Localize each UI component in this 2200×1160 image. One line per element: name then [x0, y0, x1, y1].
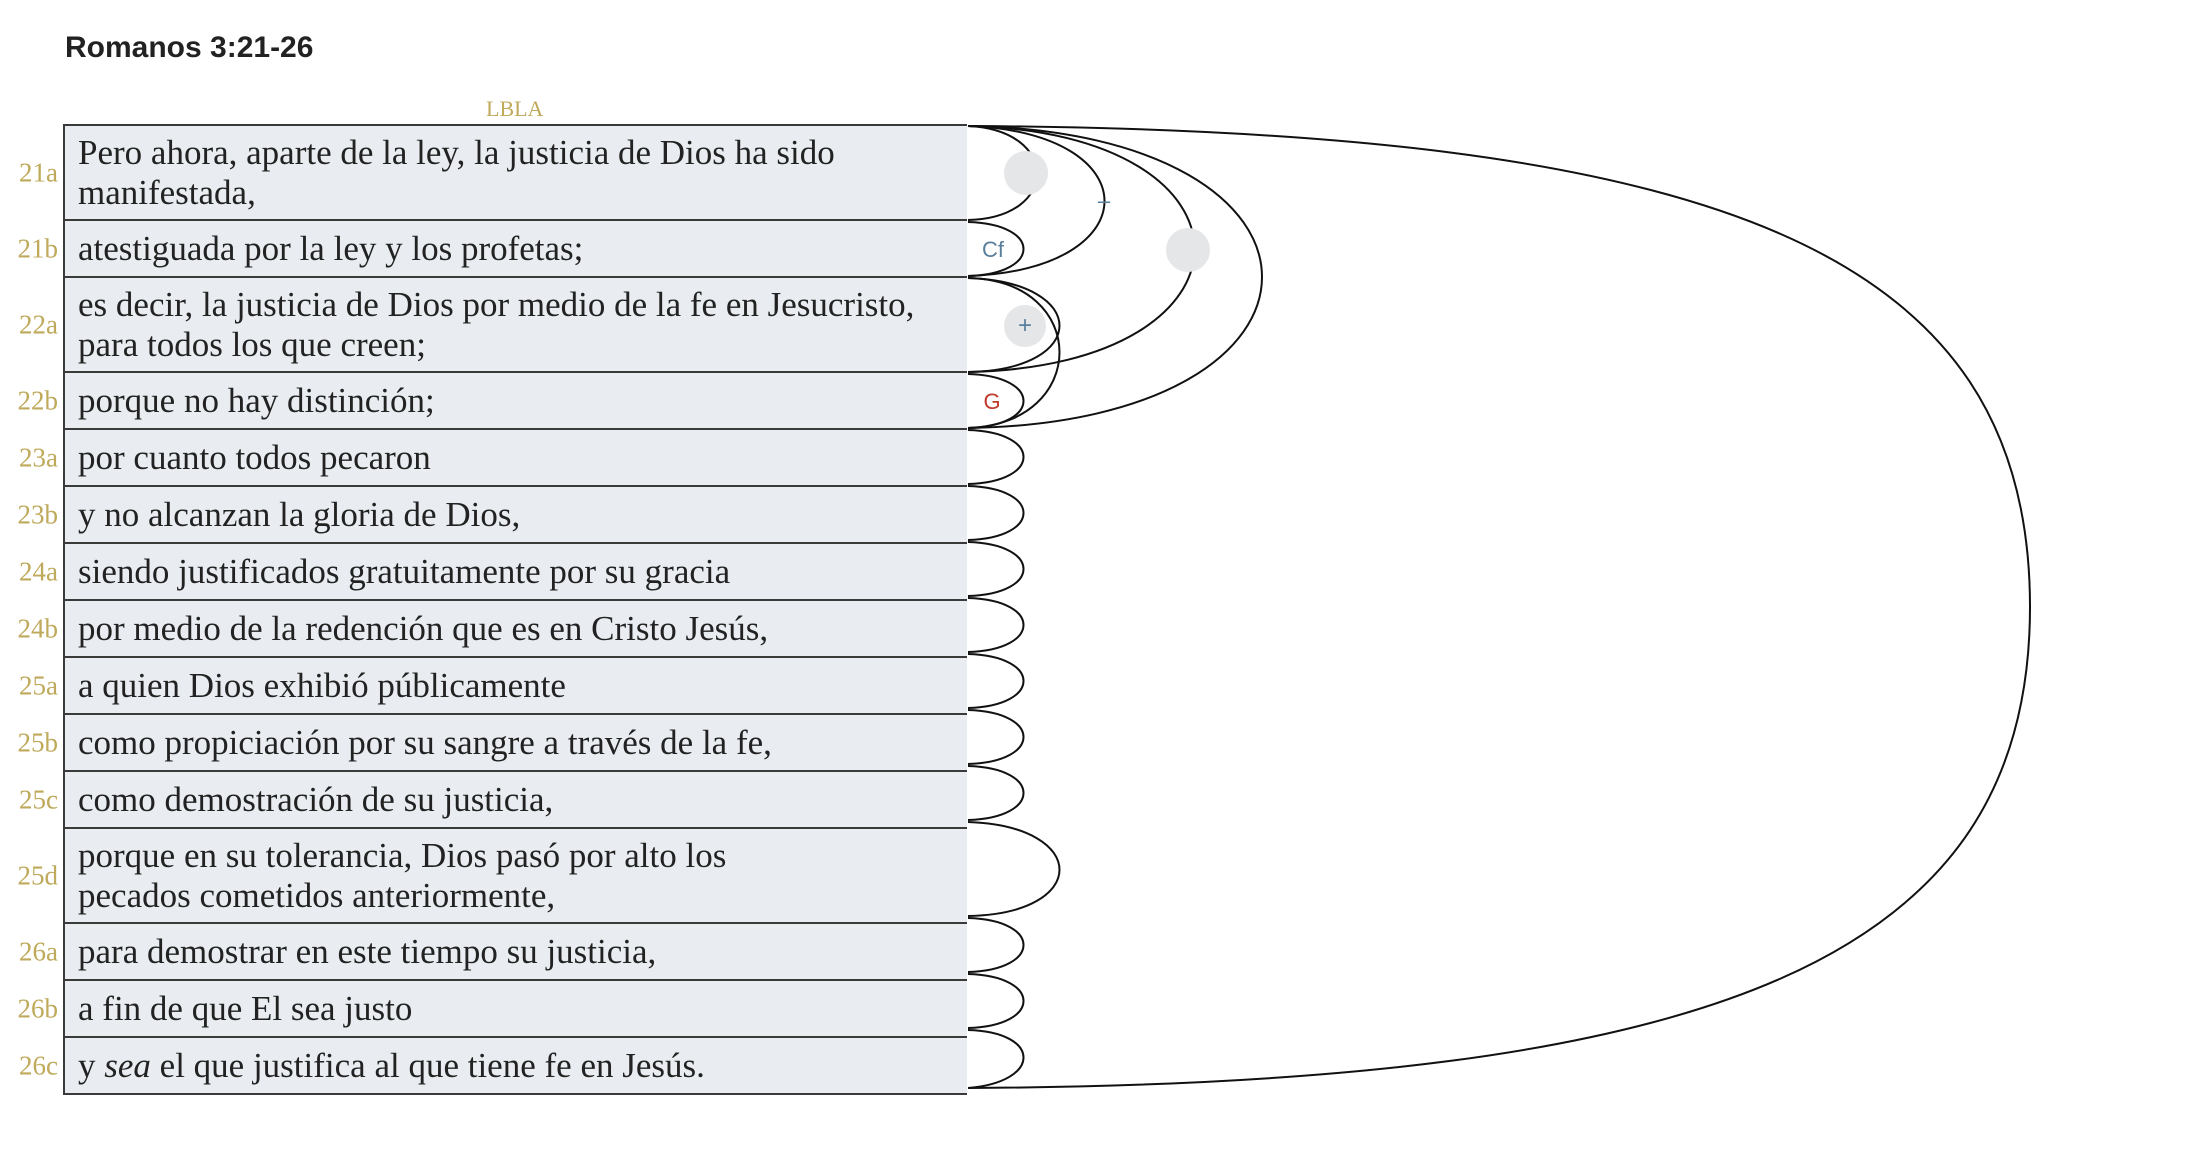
verse-ref: 23a — [19, 442, 58, 472]
arc-25b — [968, 710, 1024, 764]
relation-g[interactable]: G — [983, 389, 1001, 414]
arc-26c — [968, 1030, 1024, 1088]
verse-ref: 24a — [19, 556, 58, 586]
verse-ref: 21b — [17, 233, 58, 263]
verse-text: y no alcanzan la gloria de Dios, — [78, 494, 521, 534]
verse-ref: 21a — [19, 157, 58, 187]
verse-ref: 26c — [19, 1050, 58, 1080]
arc-26b — [968, 974, 1024, 1028]
verse-ref: 25d — [17, 860, 58, 890]
verse-text: para demostrar en este tiempo su justicia, — [78, 931, 657, 971]
arc-23a — [968, 430, 1024, 484]
verse-text: porque en su tolerancia, Dios pasó por alto los pecados cometidos anteriormente, — [78, 835, 727, 915]
verse-ref: 22b — [17, 385, 58, 415]
arc-26a — [968, 918, 1024, 972]
verse-text: es decir, la justicia de Dios por medio de la fe en Jesucristo, para todos los que creen; — [78, 284, 915, 364]
arc-25c — [968, 766, 1024, 820]
verse-ref: 24b — [17, 613, 58, 643]
arc-25d — [968, 822, 1060, 916]
verse-text: atestiguada por la ley y los profetas; — [78, 228, 584, 268]
verse-text: porque no hay distinción; — [78, 380, 435, 420]
verse-text: a quien Dios exhibió públicamente — [78, 665, 566, 705]
verse-text: como demostración de su justicia, — [78, 779, 554, 819]
arc-24a — [968, 542, 1024, 596]
arc-25a — [968, 654, 1024, 708]
verse-ref: 25a — [19, 670, 58, 700]
verse-ref: 23b — [17, 499, 58, 529]
relation-minus[interactable]: – — [1097, 188, 1111, 213]
relation-node[interactable] — [1166, 228, 1210, 272]
arc-23b — [968, 486, 1024, 540]
verse-text-italic: sea — [104, 1045, 151, 1085]
page-title: Romanos 3:21-26 — [65, 31, 314, 64]
arc-24b — [968, 598, 1024, 652]
verse-ref: 26a — [19, 936, 58, 966]
verse-text: como propiciación por su sangre a través de la fe, — [78, 722, 772, 762]
verse-text: por medio de la redención que es en Cristo Jesús, — [78, 608, 769, 648]
version-label: LBLA — [486, 96, 544, 121]
verse-text: a fin de que El sea justo — [78, 988, 413, 1028]
verse-text-part: el que justifica al que tiene fe en Jesús. — [150, 1045, 705, 1085]
verse-ref: 25b — [17, 727, 58, 757]
verse-ref: 25c — [19, 784, 58, 814]
verse-text: por cuanto todos pecaron — [78, 437, 431, 477]
relation-plus[interactable]: + — [1004, 305, 1046, 347]
arc-outer — [968, 126, 2030, 1088]
verse-text-part: y — [78, 1045, 105, 1085]
relation-node[interactable] — [1004, 151, 1048, 195]
verse-ref: 22a — [19, 309, 58, 339]
verse-text: siendo justificados gratuitamente por su gracia — [78, 551, 731, 591]
verse-text: Pero ahora, aparte de la ley, la justicia de Dios ha sido manifestada, — [78, 132, 835, 212]
verse-ref: 26b — [17, 993, 58, 1023]
relation-cf[interactable]: Cf — [982, 237, 1004, 262]
